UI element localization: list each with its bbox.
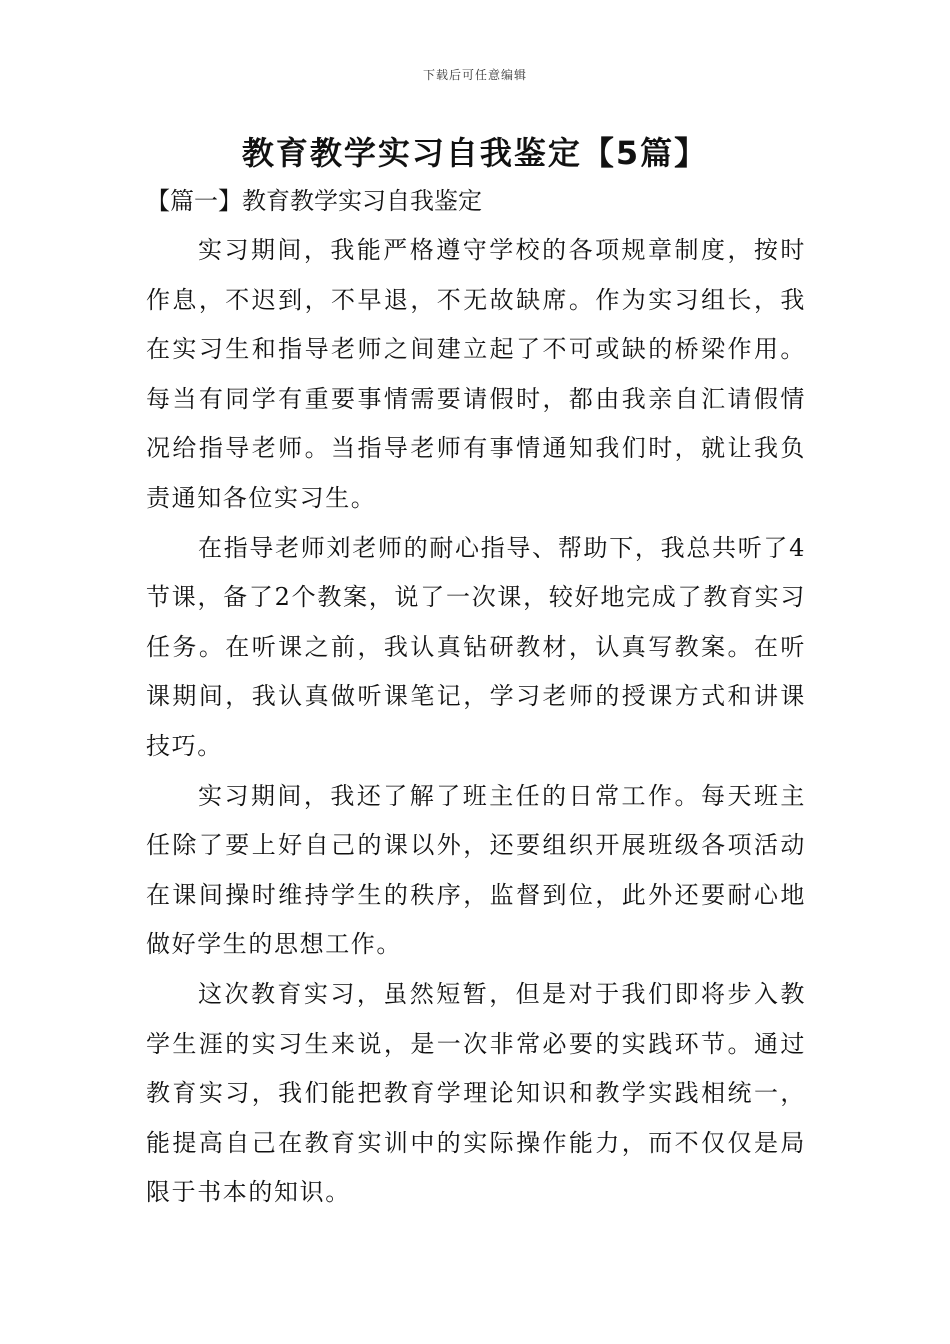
body-text [146, 226, 806, 1218]
paragraph: 实习期间，我能严格遵守学校的各项规章制度，按时作息，不迟到，不早退，不无故缺席。作为实习组长，我在实习生和指导老师之间建立起了不可或缺的桥梁作用。每当有同学有重要事情需要请假时，都由我亲自汇请假情况给指导老师。当指导老师有事情通知我们时，就让我负责通知各位实习生。 [146, 236, 806, 512]
section-heading: 【篇一】教育教学实习自我鉴定 [146, 187, 482, 215]
document-title: 教育教学实习自我鉴定【5篇】 [241, 134, 709, 172]
paragraph: 实习期间，我还了解了班主任的日常工作。每天班主任除了要上好自己的课以外，还要组织开展班级各项活动在课间操时维持学生的秩序，监督到位，此外还要耐心地做好学生的思想工作。 [146, 781, 806, 959]
header-note: 下载后可任意编辑 [422, 68, 527, 82]
paragraph: 在指导老师刘老师的耐心指导、帮助下，我总共听了4节课，备了2个教案，说了一次课，较好地完成了教育实习任务。在听课之前，我认真钻研教材，认真写教案。在听课期间，我认真做听课笔记，学习老师的授课方式和讲课技巧。 [146, 533, 806, 760]
paragraph: 这次教育实习，虽然短暂，但是对于我们即将步入教学生涯的实习生来说，是一次非常必要的实践环节。通过教育实习，我们能把教育学理论知识和教学实践相统一，能提高自己在教育实训中的实际操作能力，而不仅仅是局限于书本的知识。 [146, 979, 806, 1207]
